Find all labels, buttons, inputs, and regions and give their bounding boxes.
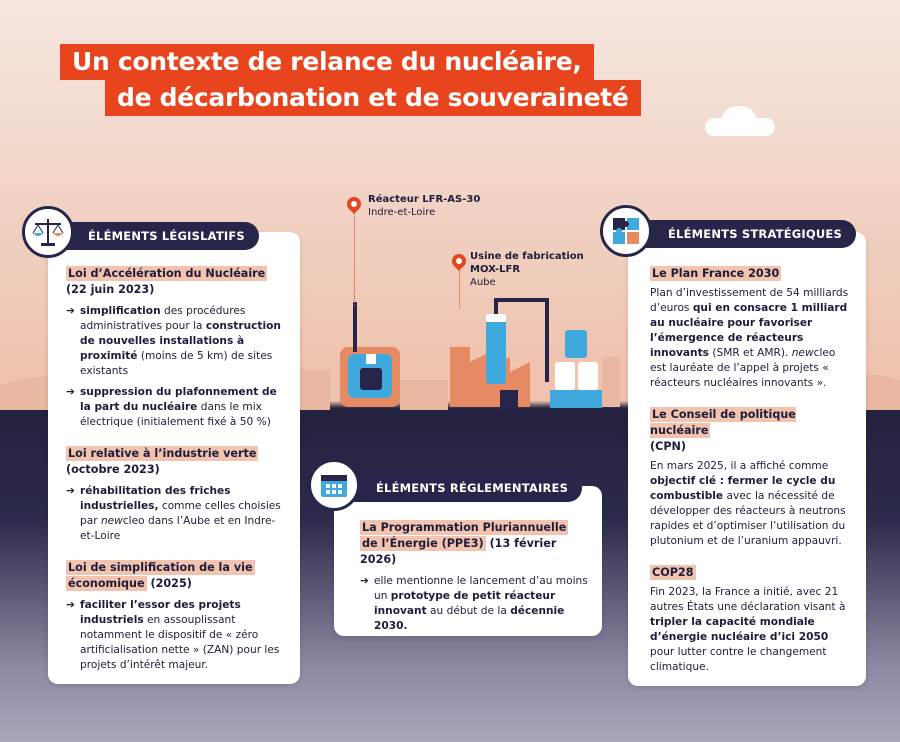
section-title: Le Conseil de politique nucléaire — [650, 408, 796, 437]
section-cop28 — [650, 565, 852, 675]
section-title: Loi de simplification de la vie — [68, 561, 253, 574]
arrow-right-icon: ➔ — [360, 575, 369, 587]
section-date: (13 février 2026) — [360, 537, 557, 566]
arrow-right-icon: ➔ — [66, 305, 75, 317]
section-title: Le Plan France 2030 — [652, 267, 780, 280]
section-title: COP28 — [652, 566, 694, 579]
pin-line — [354, 212, 355, 307]
regulatory-tab: ÉLÉMENTS RÉGLEMENTAIRES — [322, 474, 582, 502]
scales-icon — [22, 206, 74, 258]
arrow-right-icon: ➔ — [66, 485, 75, 497]
strategic-tab: ÉLÉMENTS STRATÉGIQUES — [614, 220, 856, 248]
section-date: (22 juin 2023) — [66, 283, 155, 296]
title-line-2: de décarbonation et de souveraineté — [105, 80, 641, 116]
section-ppe3 — [360, 520, 588, 634]
section-title-2: (CPN) — [650, 440, 686, 453]
section-title: Loi d’Accélération du Nucléaire — [68, 267, 266, 280]
reactor-pin-label — [368, 193, 480, 219]
section-title: Loi relative à l’industrie verte — [68, 447, 257, 460]
arrow-right-icon: ➔ — [66, 386, 75, 398]
reactor-name: Réacteur LFR-AS-30 — [368, 194, 481, 205]
section-title: La Programmation Pluriannuelle — [362, 521, 567, 534]
section-date: (2025) — [146, 577, 192, 590]
list-item: ➔ suppression du plafonnement de la part du nucléaire dans le mix électrique (initialement fixé à 50 %) — [66, 386, 277, 428]
section-body: Plan d’investissement de 54 milliards d’euros qui en consacre 1 milliard au nucléaire pour favoriser l’émergence de réacteurs innovants (SMR et AMR). newcleo est lauréate de l’appel à projets « réacteurs nucléaires innovants ». — [650, 287, 849, 389]
legislative-card — [48, 232, 300, 684]
section-title: de l’Énergie (PPE3) — [362, 537, 484, 550]
strategic-card — [628, 232, 866, 686]
arrow-right-icon: ➔ — [66, 599, 75, 611]
location-pin-icon — [344, 194, 364, 214]
title-line-1: Un contexte de relance du nucléaire, — [60, 44, 594, 80]
page-title — [60, 44, 641, 116]
reactor-place: Indre-et-Loire — [368, 207, 436, 218]
legislative-tab: ÉLÉMENTS LÉGISLATIFS — [34, 222, 259, 250]
section-date: (octobre 2023) — [66, 463, 160, 476]
factory-name-1: Usine de fabrication — [470, 251, 584, 262]
puzzle-icon — [600, 205, 652, 257]
section-body: Fin 2023, la France a initié, avec 21 autres États une déclaration visant à tripler la capacité mondiale d’énergie nucléaire d’ici 2050 pour lutter contre le changement climatique. — [650, 586, 846, 673]
calendar-icon — [308, 459, 360, 511]
list-item: ➔ elle mentionne le lancement d’au moins un prototype de petit réacteur innovant au début de la décennie 2030. — [360, 575, 588, 632]
list-item: ➔ simplification des procédures administratives pour la construction de nouvelles installations à proximité (moins de 5 km) de sites existants — [66, 305, 281, 377]
list-item: ➔ faciliter l’essor des projets industriels en assouplissant notamment le dispositif de « zéro artificialisation nette » (ZAN) pour les projets d’intérêt majeur. — [66, 599, 280, 671]
section-nuclear-acceleration-law — [66, 266, 286, 430]
factory-pin-label — [470, 250, 584, 289]
pin-line — [459, 268, 460, 308]
list-item: ➔ réhabilitation des friches industrielles, comme celles choisies par newcleo dans l’Aube et en Indre-et-Loire — [66, 485, 281, 542]
factory-place: Aube — [470, 277, 496, 288]
regulatory-card — [334, 486, 602, 636]
section-france-2030 — [650, 266, 852, 391]
section-simplification-law — [66, 560, 286, 673]
section-cpn — [650, 407, 852, 549]
section-green-industry-law — [66, 446, 286, 544]
factory-name-2: MOX-LFR — [470, 264, 521, 275]
cloud — [722, 106, 756, 130]
section-body: En mars 2025, il a affiché comme objectif clé : fermer le cycle du combustible avec la nécessité de développer des réacteurs à neutrons rapides et d’optimiser l’utilisation du plutonium et de l’uranium appauvri. — [650, 460, 846, 547]
section-title: économique — [68, 577, 145, 590]
